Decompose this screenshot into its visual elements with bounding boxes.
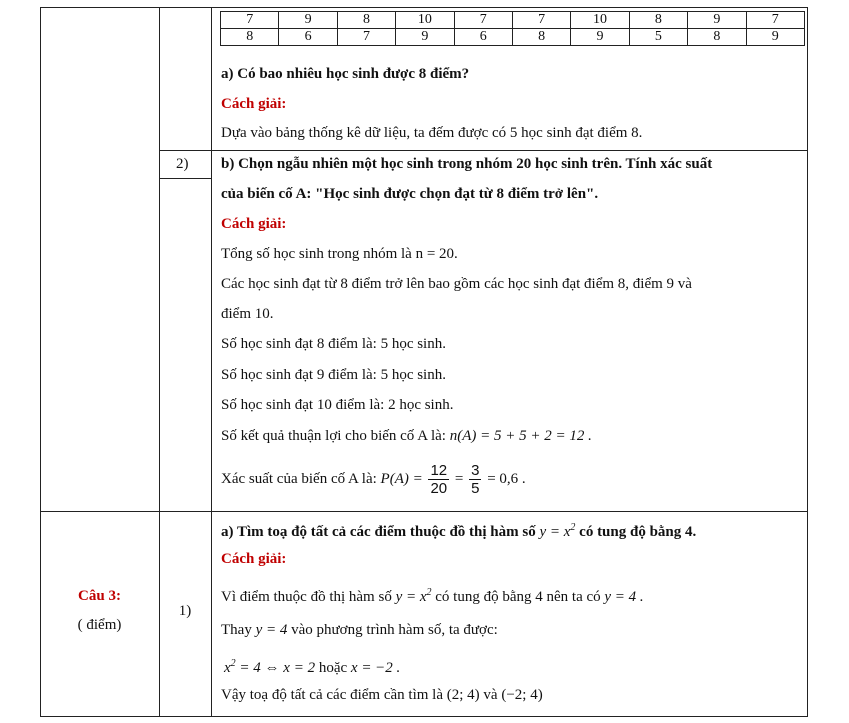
question-3-line1-math: $y = x^2$ (395, 587, 432, 605)
question-3-line3 (224, 655, 400, 677)
part-2-line8-text: Xác suất của biến cố A là: (221, 471, 377, 487)
question-3-part-a-text: a) Tìm toạ độ tất cả các điểm thuộc đồ thị hàm số (221, 524, 536, 540)
part-2-line1: Tổng số học sinh trong nhóm là n = 20. (221, 246, 458, 262)
question-3-method-label: Cách giải: (221, 551, 287, 567)
question-3-line2-b: vào phương trình hàm số, ta được: (291, 622, 498, 638)
question-3-label: Câu 3: (78, 588, 121, 604)
score-cell: 7 (221, 12, 279, 29)
part-2-line7-text: Số kết quả thuận lợi cho biến cố A là: (221, 428, 446, 444)
part-2-line7-math: n(A) = 5 + 5 + 2 = 12 . (449, 428, 592, 444)
fraction-12-20 (428, 462, 449, 497)
column-divider-2 (211, 7, 212, 717)
question-3-point-1: (2; 4) (446, 687, 480, 703)
score-cell: 10 (396, 12, 454, 29)
question-3-part-a-end: có tung độ bằng 4. (579, 524, 697, 540)
score-cell: 8 (221, 29, 279, 46)
variable-x: x (224, 660, 231, 676)
score-cell: 5 (629, 29, 687, 46)
part-a-method-label: Cách giải: (221, 96, 287, 112)
part-2-line8-lhs: P(A) = (380, 471, 423, 487)
question-3-line2-a: Thay (221, 622, 252, 638)
score-cell: 9 (396, 29, 454, 46)
question-3-line4-and: và (483, 687, 498, 703)
part-2-line3: điểm 10. (221, 306, 274, 322)
score-cell: 6 (279, 29, 337, 46)
part-a-question: a) Có bao nhiêu học sinh được 8 điểm? (221, 66, 470, 82)
score-cell: 7 (454, 12, 512, 29)
part-2-question-line1: b) Chọn ngẫu nhiên một học sinh trong nhóm 20 học sinh trên. Tính xác suất (221, 156, 713, 172)
score-cell: 7 (512, 12, 570, 29)
question-3-index: 1) (178, 603, 192, 619)
question-3-point-2: (−2; 4) (501, 687, 543, 703)
question-3-line3-or: hoặc (318, 660, 348, 676)
scores-table (220, 11, 805, 46)
fraction-3-5 (469, 462, 481, 497)
score-cell: 9 (571, 29, 629, 46)
fraction-numerator: 12 (430, 462, 448, 480)
part-2-line2: Các học sinh đạt từ 8 điểm trở lên bao gồm các học sinh đạt điểm 8, điểm 9 và (221, 276, 692, 292)
part-2-index: 2) (176, 156, 189, 172)
score-cell: 7 (337, 29, 395, 46)
question-3-line1-c: y = 4 . (604, 589, 644, 605)
question-3-line1 (221, 584, 644, 606)
score-cell: 10 (571, 12, 629, 29)
question-3-part-a (221, 519, 696, 541)
fraction-denominator: 5 (471, 480, 480, 498)
part-2-line7 (221, 427, 592, 445)
part-2-line8-rhs: = 0,6 . (487, 471, 526, 487)
function-expression: y = x (395, 589, 427, 605)
score-cell: 7 (746, 12, 804, 29)
question-3-line1-a: Vì điểm thuộc đồ thị hàm số (221, 589, 392, 605)
score-cell: 9 (279, 12, 337, 29)
score-cell: 6 (454, 29, 512, 46)
score-cell: 8 (337, 12, 395, 29)
question-3-line4 (221, 686, 543, 704)
score-cell: 8 (688, 29, 746, 46)
question-3-line2 (221, 621, 498, 639)
scores-row-1 (221, 12, 805, 29)
part-2-method-label: Cách giải: (221, 216, 287, 232)
question-3-line3-math3: x = −2 . (350, 660, 401, 676)
part-a-answer: Dựa vào bảng thống kê dữ liệu, ta đếm được có 5 học sinh đạt điểm 8. (221, 125, 643, 141)
question-3-line3-math2: = 4 ⇔ x = 2 (239, 660, 316, 676)
part-2-line4: Số học sinh đạt 8 điểm là: 5 học sinh. (221, 336, 446, 352)
function-expression: y = x (539, 524, 571, 540)
row-divider-2 (40, 511, 808, 512)
row-divider-1b (159, 178, 211, 179)
question-3-line3-math1: $x^2$ (224, 658, 236, 676)
scores-row-2 (221, 29, 805, 46)
score-cell: 8 (512, 29, 570, 46)
part-2-question-line2: của biến cố A: "Học sinh được chọn đạt từ 8 điểm trở lên". (221, 186, 599, 202)
part-2-line6: Số học sinh đạt 10 điểm là: 2 học sinh. (221, 397, 454, 413)
question-3-points: ( điểm) (77, 617, 122, 633)
part-2-line8: Xác suất của biến cố A là: P(A) = $\frac{12}{20}$ = $\frac{3}{5}$ = 0,6 . (221, 462, 526, 498)
question-3-line2-math: y = 4 (255, 622, 288, 638)
question-3-line1-b: có tung độ bằng 4 nên ta có (435, 589, 601, 605)
score-cell: 8 (629, 12, 687, 29)
part-2-line5: Số học sinh đạt 9 điểm là: 5 học sinh. (221, 367, 446, 383)
score-cell: 9 (688, 12, 746, 29)
document-frame (40, 7, 808, 717)
score-cell: 9 (746, 29, 804, 46)
question-3-function: $y = x^2$ (539, 522, 576, 540)
fraction-denominator: 20 (430, 480, 448, 498)
row-divider-1 (159, 150, 808, 151)
fraction-numerator: 3 (471, 462, 480, 480)
question-3-line4-a: Vậy toạ độ tất cả các điểm cần tìm là (221, 687, 443, 703)
